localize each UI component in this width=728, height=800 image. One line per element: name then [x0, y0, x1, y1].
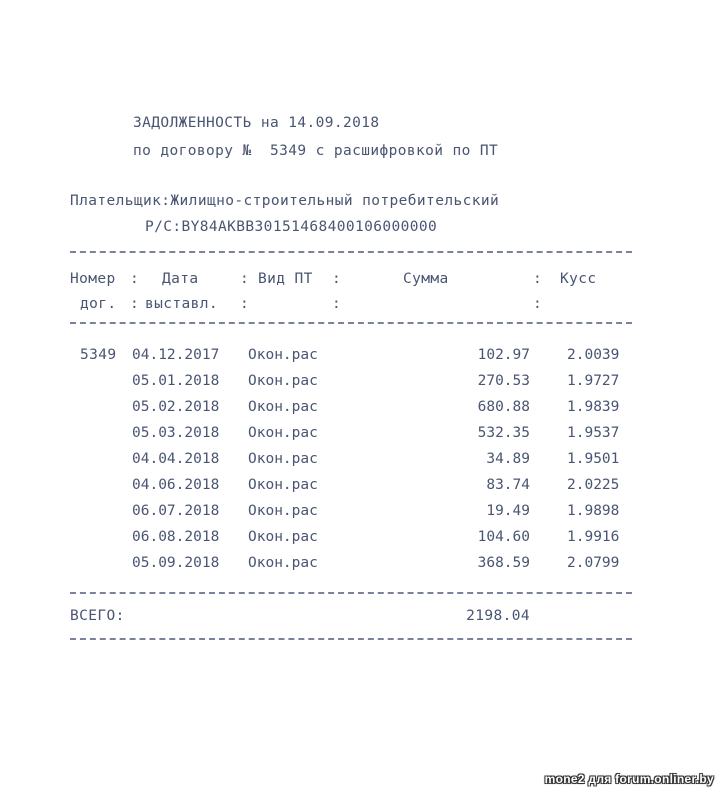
coef-cell: 1.9537 [567, 425, 620, 441]
sum-cell: 34.89 [486, 451, 530, 467]
coef-cell: 2.0039 [567, 347, 620, 363]
table-row [70, 347, 632, 373]
date-cell: 04.06.2018 [132, 477, 220, 493]
type-cell: Окон.рас [248, 503, 318, 519]
contract-subtitle: по договору № 5349 с расшифровкой по ПТ [133, 143, 499, 159]
coef-cell: 1.9839 [567, 399, 620, 415]
type-cell: Окон.рас [248, 451, 318, 467]
type-cell: Окон.рас [248, 529, 318, 545]
table-row [70, 373, 632, 399]
header-divider: : [533, 296, 543, 312]
total-value: 2198.04 [466, 608, 530, 624]
header-divider: : [130, 271, 140, 287]
header-divider: : [332, 296, 342, 312]
table-row [70, 555, 632, 581]
sum-cell: 532.35 [477, 425, 530, 441]
table-row [70, 503, 632, 529]
header-coef: Кусс [560, 271, 597, 287]
table-row [70, 529, 632, 555]
forum-watermark: mone2 для forum.onliner.by [544, 772, 714, 786]
type-cell: Окон.рас [248, 555, 318, 571]
sum-cell: 104.60 [477, 529, 530, 545]
coef-cell: 1.9727 [567, 373, 620, 389]
header-contract-no: Номер [70, 271, 116, 287]
header-date: Дата [162, 271, 199, 287]
sum-cell: 368.59 [477, 555, 530, 571]
header-sum: Сумма [403, 271, 449, 287]
type-cell: Окон.рас [248, 425, 318, 441]
type-cell: Окон.рас [248, 477, 318, 493]
coef-cell: 1.9501 [567, 451, 620, 467]
date-cell: 06.08.2018 [132, 529, 220, 545]
separator-bottom [70, 638, 632, 640]
header-date-2: выставл. [145, 296, 219, 312]
header-divider: : [240, 296, 250, 312]
date-cell: 04.12.2017 [132, 347, 220, 363]
header-contract-no-2: дог. [80, 296, 117, 312]
coef-cell: 2.0799 [567, 555, 620, 571]
sum-cell: 680.88 [477, 399, 530, 415]
date-cell: 06.07.2018 [132, 503, 220, 519]
date-cell: 05.01.2018 [132, 373, 220, 389]
header-divider: : [240, 271, 250, 287]
date-cell: 04.04.2018 [132, 451, 220, 467]
contract-number-cell: 5349 [80, 347, 117, 363]
table-row [70, 451, 632, 477]
header-divider: : [130, 296, 140, 312]
sum-cell: 102.97 [477, 347, 530, 363]
date-cell: 05.02.2018 [132, 399, 220, 415]
coef-cell: 2.0225 [567, 477, 620, 493]
type-cell: Окон.рас [248, 373, 318, 389]
table-row [70, 399, 632, 425]
table-row [70, 425, 632, 451]
table-row [70, 477, 632, 503]
separator-top [70, 251, 632, 253]
coef-cell: 1.9898 [567, 503, 620, 519]
payer-line: Плательщик:Жилищно-строительный потребительский [70, 193, 500, 209]
sum-cell: 83.74 [486, 477, 530, 493]
header-divider: : [332, 271, 342, 287]
coef-cell: 1.9916 [567, 529, 620, 545]
sum-cell: 19.49 [486, 503, 530, 519]
sum-cell: 270.53 [477, 373, 530, 389]
header-type: Вид ПТ [258, 271, 313, 287]
date-cell: 05.03.2018 [132, 425, 220, 441]
separator-header [70, 322, 632, 324]
total-label: ВСЕГО: [70, 608, 125, 624]
separator-total [70, 592, 632, 594]
type-cell: Окон.рас [248, 347, 318, 363]
type-cell: Окон.рас [248, 399, 318, 415]
debt-title: ЗАДОЛЖЕННОСТЬ на 14.09.2018 [133, 115, 380, 131]
date-cell: 05.09.2018 [132, 555, 220, 571]
account-line: Р/С:BY84AKBB30151468400106000000 [145, 219, 438, 235]
header-divider: : [533, 271, 543, 287]
